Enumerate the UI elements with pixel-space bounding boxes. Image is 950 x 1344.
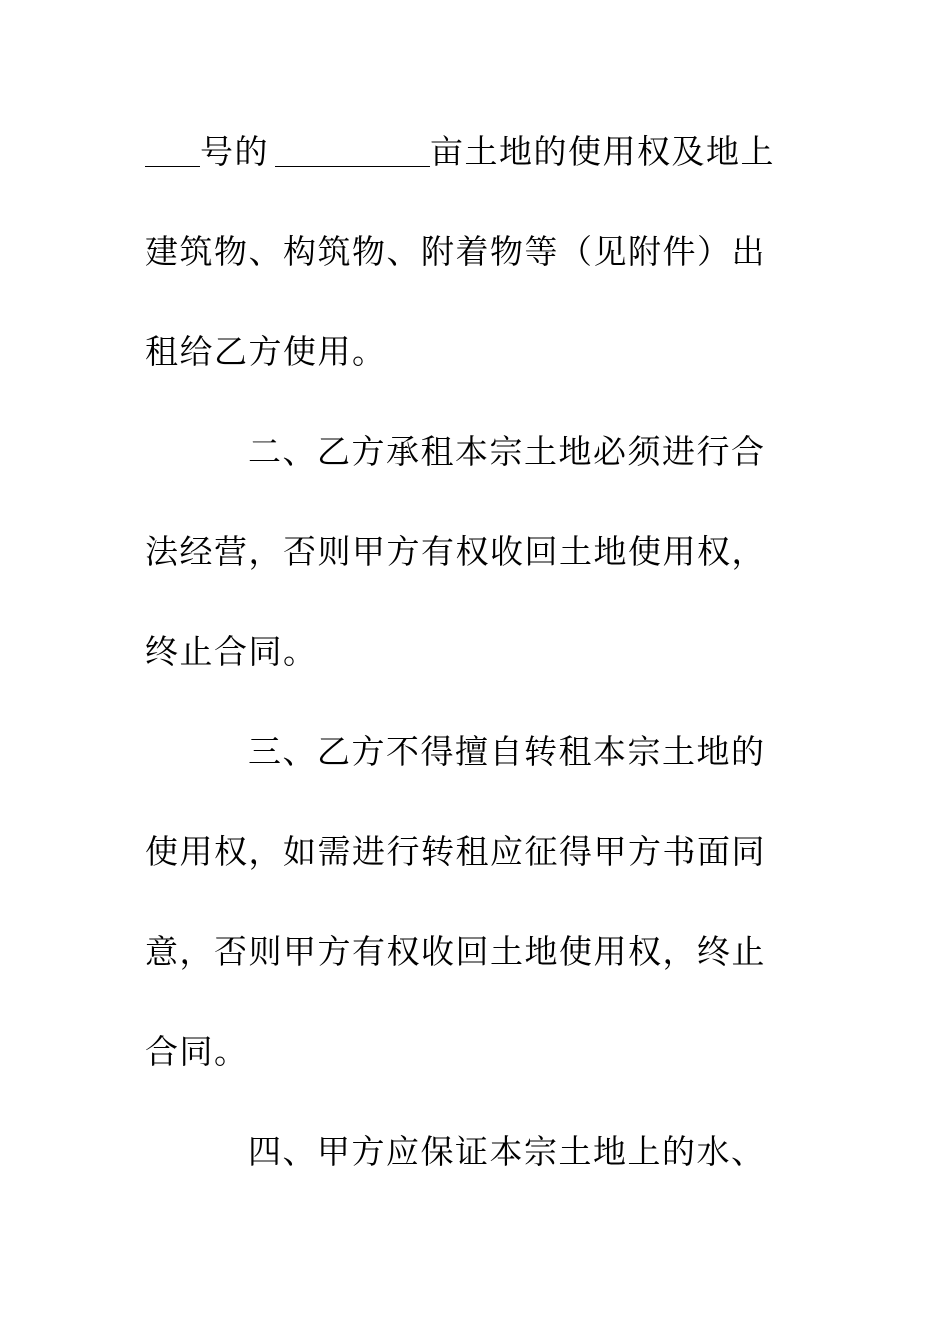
text-line-10: 合同。 <box>145 1032 249 1071</box>
text-line-2: 建筑物、构筑物、附着物等（见附件）出 <box>145 232 766 271</box>
text-line-3: 租给乙方使用。 <box>145 332 387 371</box>
clause-four-heading-line: 四、甲方应保证本宗土地上的水、 <box>248 1132 766 1171</box>
text-line-5: 法经营，否则甲方有权收回土地使用权， <box>145 532 766 571</box>
clause-two-heading-line: 二、乙方承租本宗土地必须进行合 <box>248 432 766 471</box>
text-line-8: 使用权，如需进行转租应征得甲方书面同 <box>145 832 766 871</box>
text-line-9: 意，否则甲方有权收回土地使用权，终止 <box>145 932 766 971</box>
clause-three-heading-line: 三、乙方不得擅自转租本宗土地的 <box>248 732 766 771</box>
text-fragment: 亩土地的使用权及地上 <box>430 132 775 171</box>
text-fragment: 号的 <box>200 132 269 171</box>
fill-blank-number <box>145 136 200 167</box>
text-line-6: 终止合同。 <box>145 632 318 671</box>
fill-blank-area <box>275 136 430 167</box>
text-line-1 <box>145 127 775 177</box>
